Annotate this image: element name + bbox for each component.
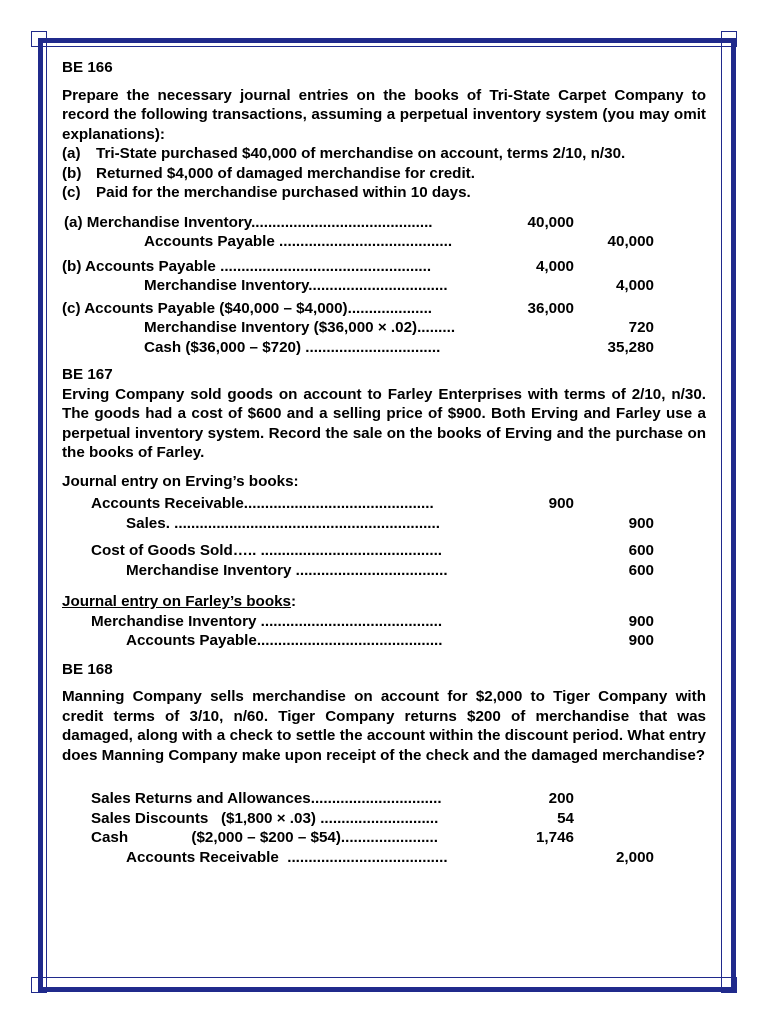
exercise-prompt: Manning Company sells merchandise on account for $2,000 to Tiger Company with credit terms of 3/10, n/60. Tiger Company returns $200 of merchandise that was damaged, along with a check to settle the account within the discount period. What entry does Manning Company make upon receipt of the check and the damaged merchandise? <box>62 688 706 764</box>
journal-row <box>62 514 706 534</box>
journal-row <box>62 561 706 581</box>
item-text: Paid for the merchandise purchased within 10 days. <box>96 184 471 201</box>
journal-row <box>62 257 706 277</box>
exercise-be167 <box>62 365 706 651</box>
journal-row <box>62 809 706 829</box>
debit-amount: 900 <box>548 495 574 512</box>
exercise-title: BE 168 <box>62 660 113 678</box>
entry-description: Merchandise Inventory ........................................... <box>91 612 443 630</box>
journal-row <box>62 789 706 809</box>
farley-heading-text: Journal entry on Farley’s books <box>62 593 291 610</box>
document-body <box>62 58 706 867</box>
exercise-title: BE 167 <box>62 366 113 383</box>
journal-entries <box>62 213 706 358</box>
entry-description: Merchandise Inventory ($36,000 × .02)......... <box>144 319 456 336</box>
journal-entries <box>62 789 706 867</box>
entry-description: Accounts Payable............................................ <box>126 632 443 649</box>
journal-row <box>62 612 706 632</box>
debit-amount: 54 <box>557 809 574 827</box>
erving-heading: Journal entry on Erving’s books: <box>62 472 299 490</box>
journal-row <box>62 276 706 296</box>
entry-description: Sales. ............................................................... <box>126 514 440 532</box>
transaction-item <box>62 164 706 184</box>
journal-row <box>62 318 706 338</box>
credit-amount: 900 <box>628 514 654 532</box>
exercise-prompt: Prepare the necessary journal entries on the books of Tri-State Carpet Company to record the following transactions, assuming a perpetual inventory system (you may omit explanations): <box>62 86 706 143</box>
credit-amount: 40,000 <box>607 233 654 250</box>
exercise-title: BE 166 <box>62 59 113 76</box>
credit-amount: 2,000 <box>615 848 654 866</box>
exercise-prompt: Erving Company sold goods on account to Farley Enterprises with terms of 2/10, n/30. The goods had a cost of $600 and a selling price of $900. Both Erving and Farley use a perpetual inventory system. Record the sale on the books of Erving and the purchase on the books of Farley. <box>62 385 706 461</box>
corner-ornament <box>31 977 47 993</box>
entry-description: Sales Returns and Allowances............................... <box>91 790 442 807</box>
item-text: Tri-State purchased $40,000 of merchandise on account, terms 2/10, n/30. <box>96 145 626 162</box>
exercise-be168 <box>62 660 706 868</box>
corner-ornament <box>721 977 737 993</box>
debit-amount: 36,000 <box>527 299 574 317</box>
journal-row <box>62 232 706 252</box>
journal-row <box>62 541 706 561</box>
journal-row <box>62 494 706 514</box>
entry-description: Cash ($2,000 – $200 – $54)....................... <box>91 829 438 846</box>
entry-description: (b) Accounts Payable .................................................. <box>62 257 432 275</box>
corner-ornament <box>31 31 47 47</box>
credit-amount: 600 <box>628 561 654 579</box>
debit-amount: 1,746 <box>535 829 574 846</box>
item-label: (a) <box>62 145 81 162</box>
credit-amount: 35,280 <box>607 338 654 356</box>
journal-row <box>62 848 706 868</box>
debit-amount: 40,000 <box>527 213 574 231</box>
transaction-list <box>62 144 706 203</box>
entry-description: Sales Discounts ($1,800 × .03) ............................ <box>91 809 439 827</box>
journal-row <box>62 828 706 848</box>
corner-ornament <box>721 31 737 47</box>
transaction-item <box>62 144 706 164</box>
credit-amount: 900 <box>628 612 654 630</box>
credit-amount: 720 <box>628 319 654 336</box>
entry-description: (c) Accounts Payable ($40,000 – $4,000).................... <box>62 299 433 317</box>
credit-amount: 900 <box>628 632 654 649</box>
journal-row <box>62 338 706 358</box>
entry-description: Merchandise Inventory .................................... <box>126 561 448 579</box>
journal-row <box>62 631 706 651</box>
farley-heading <box>62 592 706 612</box>
journal-row <box>62 299 706 319</box>
entry-description: Accounts Receivable............................................. <box>91 495 434 512</box>
entry-description: (a) Merchandise Inventory........................................... <box>64 213 433 231</box>
credit-amount: 600 <box>628 542 654 559</box>
journal-row <box>62 213 706 233</box>
credit-amount: 4,000 <box>615 277 654 294</box>
journal-entries-erving <box>62 494 706 580</box>
item-label: (b) <box>62 164 82 182</box>
entry-description: Merchandise Inventory................................. <box>144 277 448 294</box>
entry-description: Cost of Goods Sold….. ........................................... <box>91 542 443 559</box>
exercise-be166 <box>62 58 706 357</box>
item-text: Returned $4,000 of damaged merchandise for credit. <box>96 164 475 182</box>
item-label: (c) <box>62 184 81 201</box>
debit-amount: 200 <box>548 790 574 807</box>
journal-entries-farley <box>62 612 706 651</box>
entry-description: Accounts Payable ......................................... <box>144 233 453 250</box>
debit-amount: 4,000 <box>535 257 574 275</box>
transaction-item <box>62 183 706 203</box>
entry-description: Accounts Receivable ...................................... <box>126 848 448 866</box>
entry-description: Cash ($36,000 – $720) ................................ <box>144 338 441 356</box>
farley-heading-colon: : <box>291 593 297 610</box>
